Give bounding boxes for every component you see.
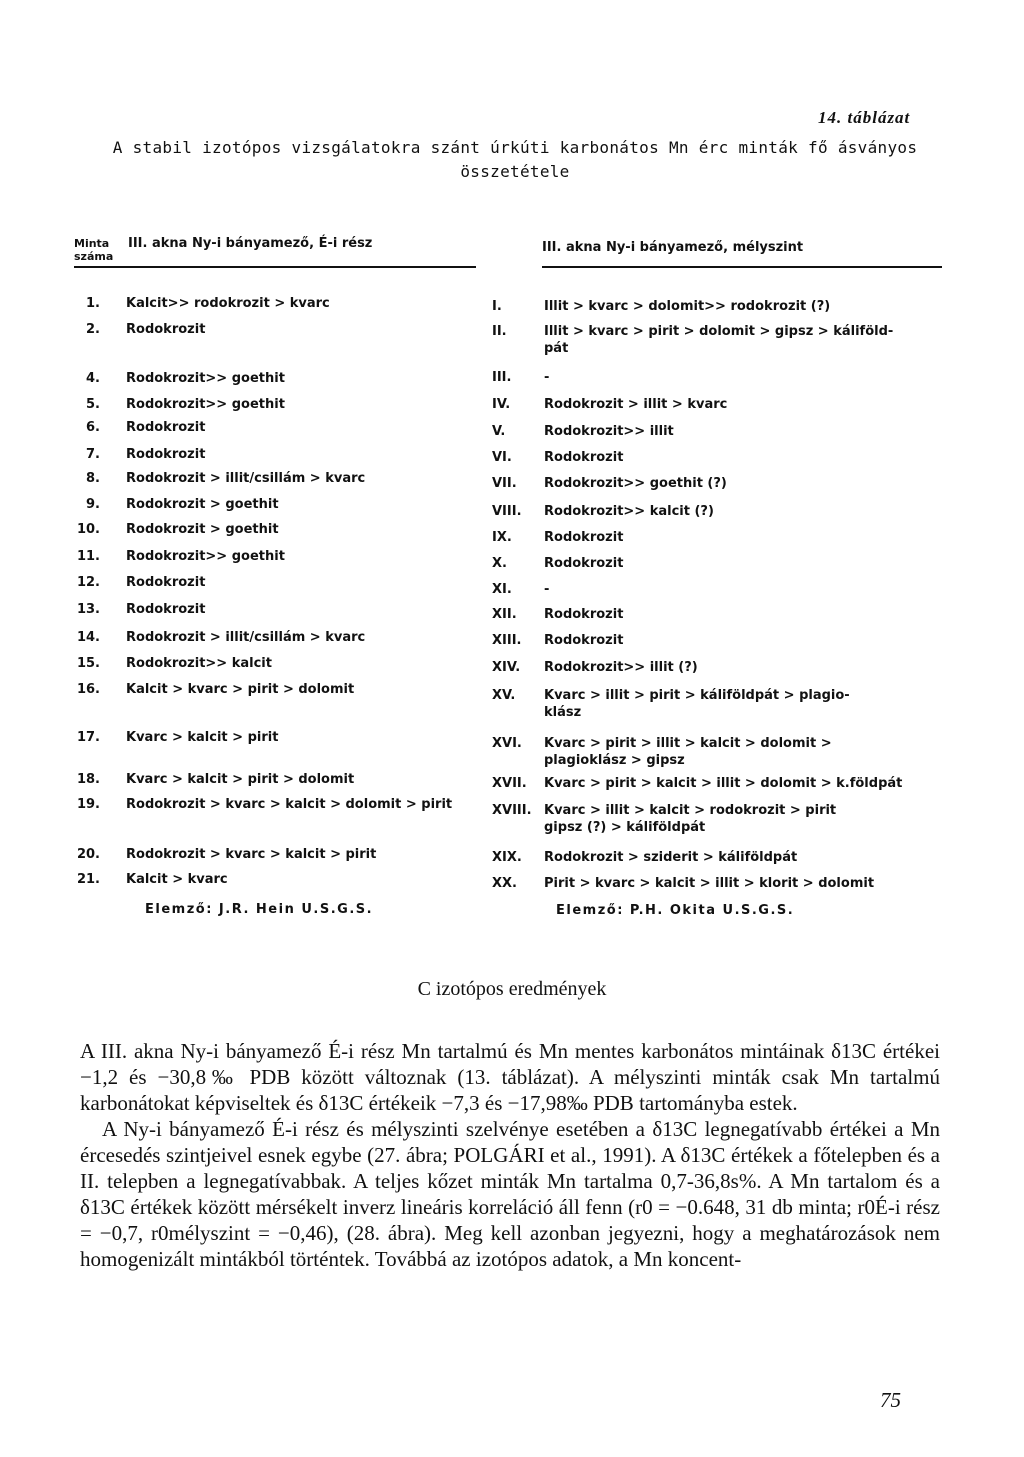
sample-number: 4. [86, 371, 100, 386]
mineral-composition: Kvarc > kalcit > pirit > dolomit [126, 772, 355, 787]
paragraph-2: A Ny-i bányamező É-i rész és mélyszinti szelvénye esetében a δ13C legnegatívabb értékei a Mn ércesedés szintjeivel esnek egybe (27. ábra; POLGÁRI et al., 1991). A δ13C értékek a főtelepben és a II. telepben a legnegatívabbak. A teljes kőzet minták Mn tartalma 0,7-36,8s%. A Mn tartalom és a δ13C értékek között mérsékelt inverz lineáris korreláció áll fenn (r0 = −0.648, 31 db minta; r0É-i rész = −0,7, r0mélyszint = −0,46), (28. ábra). Meg kell azonban jegyezni, hogy a meghatározások nem homogenizált mintákból történtek. Továbbá az izotópos adatok, a Mn koncent- [80, 1117, 940, 1271]
mineral-composition: Pirit > kvarc > kalcit > illit > klorit > dolomit [544, 876, 875, 891]
mineral-composition: Rodokrozit > illit/csillám > kvarc [126, 471, 366, 486]
mineral-composition: Rodokrozit > goethit [126, 497, 279, 512]
mineral-composition: Rodokrozit [544, 450, 624, 465]
mineral-composition: Rodokrozit > sziderit > káliföldpát [544, 850, 798, 865]
sample-number: 15. [76, 656, 100, 671]
mineral-composition: Rodokrozit [544, 530, 624, 545]
sample-number: VII. [492, 476, 517, 491]
mineral-composition: Rodokrozit [126, 322, 206, 337]
mineral-composition: Rodokrozit [544, 633, 624, 648]
mineral-composition: Rodokrozit > illit/csillám > kvarc [126, 630, 366, 645]
mineral-composition: Rodokrozit>> goethit (?) [544, 476, 727, 491]
mineral-composition: Illit > kvarc > dolomit>> rodokrozit (?) [544, 299, 831, 314]
sample-number: XX. [492, 876, 517, 891]
sample-number: VIII. [492, 504, 522, 519]
sample-number: 21. [76, 872, 100, 887]
mineral-composition: Rodokrozit > kvarc > kalcit > pirit [126, 847, 377, 862]
mineral-composition: Kvarc > illit > kalcit > rodokrozit > pirit [544, 803, 837, 818]
sample-number: 16. [76, 682, 100, 697]
mineral-composition: Rodokrozit > goethit [126, 522, 279, 537]
sample-number: XVII. [492, 776, 527, 791]
sample-number: 20. [76, 847, 100, 862]
sample-number: XII. [492, 607, 517, 622]
mineral-composition: - [544, 582, 550, 597]
sample-number: 8. [86, 471, 100, 486]
sample-number: V. [492, 424, 506, 439]
sample-number: 18. [76, 772, 100, 787]
sample-number: 5. [86, 397, 100, 412]
sample-number: XVI. [492, 736, 522, 751]
sample-number: 12. [76, 575, 100, 590]
page-number: 75 [880, 1388, 901, 1412]
mineral-composition: Kalcit > kvarc [126, 872, 228, 887]
sample-number: IV. [492, 397, 511, 412]
sample-number: 13. [76, 602, 100, 617]
mineral-composition: Rodokrozit>> kalcit (?) [544, 504, 714, 519]
sample-number: 6. [86, 420, 100, 435]
mineral-composition: Kvarc > illit > pirit > káliföldpát > plagio- [544, 688, 850, 703]
sample-number: XIX. [492, 850, 522, 865]
mineral-composition: Rodokrozit>> kalcit [126, 656, 272, 671]
mineral-composition-continued: plagioklász > gipsz [544, 753, 685, 768]
sample-number: XVIII. [492, 803, 532, 818]
left-analyst-credit: Elemző: J.R. Hein U.S.G.S. [145, 902, 374, 917]
header-rule-left [74, 266, 476, 268]
mineral-composition-continued: klász [544, 705, 582, 720]
sample-number: 9. [86, 497, 100, 512]
sample-number: XIV. [492, 660, 521, 675]
mineral-composition: Rodokrozit>> illit (?) [544, 660, 698, 675]
sample-number: 19. [76, 797, 100, 812]
sample-number: 11. [76, 549, 100, 564]
mineral-composition: Kvarc > pirit > kalcit > illit > dolomit > k.földpát [544, 776, 903, 791]
section-heading: C izotópos eredmények [417, 978, 607, 1000]
sample-number: I. [492, 299, 502, 314]
header-rule-right [542, 266, 942, 268]
mineral-composition: Rodokrozit [544, 556, 624, 571]
sample-number: II. [492, 324, 507, 339]
sample-number: IX. [492, 530, 512, 545]
mineral-composition: Rodokrozit > illit > kvarc [544, 397, 728, 412]
table-label: 14. táblázat [818, 108, 911, 127]
mineral-composition: Kalcit>> rodokrozit > kvarc [126, 296, 330, 311]
right-analyst-credit: Elemző: P.H. Okita U.S.G.S. [556, 903, 795, 918]
mineral-composition: Illit > kvarc > pirit > dolomit > gipsz > káliföld- [544, 324, 894, 339]
sample-number: 14. [76, 630, 100, 645]
left-column-header: III. akna Ny-i bányamező, É-i rész [128, 236, 373, 251]
sample-number: VI. [492, 450, 512, 465]
mineral-composition: Rodokrozit [126, 575, 206, 590]
mineral-composition-continued: pát [544, 341, 569, 356]
body-text [80, 1038, 940, 1272]
mineral-composition: Rodokrozit [126, 602, 206, 617]
sample-number: 2. [86, 322, 100, 337]
sample-number: XV. [492, 688, 516, 703]
sample-number: 7. [86, 447, 100, 462]
sample-number: X. [492, 556, 507, 571]
mineral-composition: Rodokrozit [126, 447, 206, 462]
paragraph-1: A III. akna Ny-i bányamező É-i rész Mn tartalmú és Mn mentes karbonátos mintáinak δ13C értékei −1,2 és −30,8‰ PDB között változnak (13. táblázat). A mélyszinti minták csak Mn tartalmú karbonátokat képviseltek és δ13C értékeik −7,3 és −17,98‰ PDB tartományba estek. [80, 1039, 940, 1115]
sample-number: 10. [76, 522, 100, 537]
right-column-header: III. akna Ny-i bányamező, mélyszint [542, 240, 804, 255]
table-title: A stabil izotópos vizsgálatokra szánt úrkúti karbonátos Mn érc minták fő ásványos összetétele [112, 138, 918, 181]
sample-number: XI. [492, 582, 512, 597]
mineral-composition: - [544, 370, 550, 385]
mineral-composition: Rodokrozit>> illit [544, 424, 674, 439]
sample-number-header: Minta száma [74, 237, 114, 263]
sample-number: 17. [76, 730, 100, 745]
sample-number: 1. [86, 296, 100, 311]
mineral-composition: Rodokrozit>> goethit [126, 371, 285, 386]
mineral-composition: Kalcit > kvarc > pirit > dolomit [126, 682, 355, 697]
sample-number: XIII. [492, 633, 522, 648]
mineral-composition: Rodokrozit > kvarc > kalcit > dolomit > pirit [126, 797, 453, 812]
mineral-composition: Kvarc > pirit > illit > kalcit > dolomit > [544, 736, 832, 751]
mineral-composition: Rodokrozit [544, 607, 624, 622]
mineral-composition: Rodokrozit [126, 420, 206, 435]
mineral-composition: Kvarc > kalcit > pirit [126, 730, 279, 745]
mineral-composition: Rodokrozit>> goethit [126, 397, 285, 412]
mineral-composition: Rodokrozit>> goethit [126, 549, 285, 564]
mineral-composition-continued: gipsz (?) > káliföldpát [544, 820, 706, 835]
sample-number: III. [492, 370, 512, 385]
